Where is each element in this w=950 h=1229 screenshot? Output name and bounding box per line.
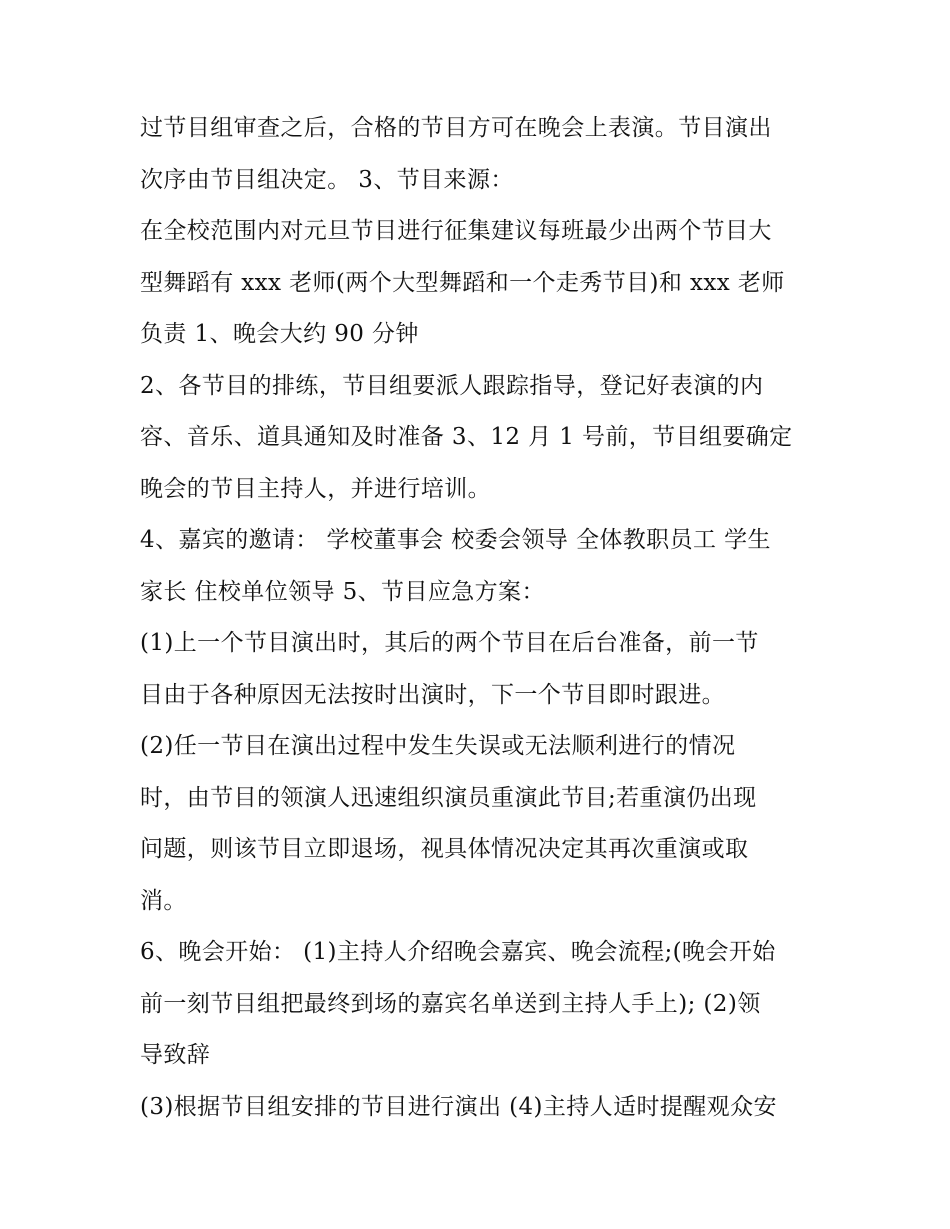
text-line: 过节目组审查之后，合格的节目方可在晚会上表演。节目演出 xyxy=(140,115,772,141)
text-line: 晚会的节目主持人，并进行培训。 xyxy=(140,475,491,502)
text-line: 在全校范围内对元旦节目进行征集建议每班最少出两个节目大 xyxy=(140,218,772,244)
text-line: (3)根据节目组安排的节目进行演出 (4)主持人适时提醒观众安 xyxy=(140,1093,777,1120)
document-body xyxy=(140,103,820,1133)
text-line: 导致辞 xyxy=(140,1042,211,1068)
text-line: (2)任一节目在演出过程中发生失误或无法顺利进行的情况 xyxy=(140,733,736,759)
text-line: 前一刻节目组把最终到场的嘉宾名单送到主持人手上); (2)领 xyxy=(140,990,761,1017)
text-line: 型舞蹈有 xxx 老师(两个大型舞蹈和一个走秀节目)和 xxx 老师 xyxy=(140,269,785,296)
text-line: 次序由节目组决定。 3、节目来源： xyxy=(140,166,514,193)
text-line: 负责 1、晚会大约 90 分钟 xyxy=(140,321,419,347)
text-line: (1)上一个节目演出时，其后的两个节目在后台准备，前一节 xyxy=(140,630,759,656)
text-line: 问题，则该节目立即退场，视具体情况决定其再次重演或取 xyxy=(140,836,749,862)
text-line: 目由于各种原因无法按时出演时，下一个节目即时跟进。 xyxy=(140,681,725,708)
text-line: 2、各节目的排练，节目组要派人跟踪指导，登记好表演的内 xyxy=(140,372,764,399)
text-line: 6、晚会开始： (1)主持人介绍晚会嘉宾、晚会流程;(晚会开始 xyxy=(140,939,776,965)
text-line: 4、嘉宾的邀请： 学校董事会 校委会领导 全体教职员工 学生 xyxy=(140,527,771,553)
text-line: 容、音乐、道具通知及时准备 3、12 月 1 号前，节目组要确定 xyxy=(140,424,793,450)
text-line: 消。 xyxy=(140,887,187,914)
text-line: 家长 住校单位领导 5、节目应急方案： xyxy=(140,578,545,605)
text-line: 时，由节目的领演人迅速组织演员重演此节目;若重演仍出现 xyxy=(140,784,757,811)
